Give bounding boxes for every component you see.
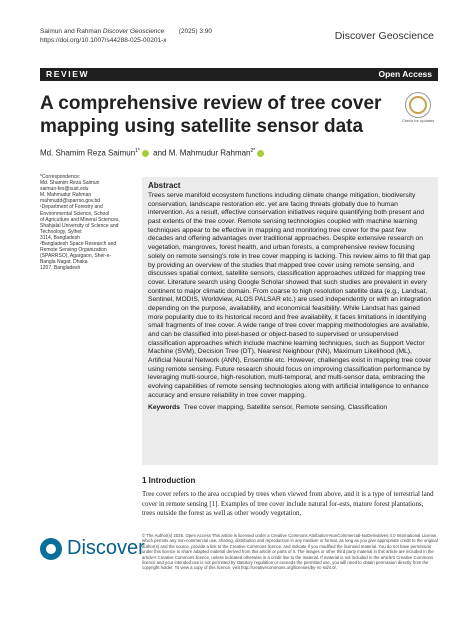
citation-authors: Saimun and Rahman: [40, 28, 103, 35]
section-heading: 1 Introduction: [142, 476, 196, 485]
corr-line: Technology, Sylhet: [40, 228, 82, 235]
corr-line: Shahjalal University of Science and: [40, 222, 119, 229]
corr-line: mahmudd@sparrso.gov.bd: [40, 198, 101, 205]
check-for-updates-icon[interactable]: [405, 92, 431, 118]
orcid-icon[interactable]: [142, 150, 149, 157]
corr-line: Remote Sensing Organization: [40, 247, 107, 254]
orcid-icon[interactable]: [257, 150, 264, 157]
keywords: [148, 404, 432, 413]
journal-brand: Discover Geoscience: [334, 30, 434, 42]
discover-logo-icon: [40, 538, 62, 560]
doi-link[interactable]: https://doi.org/10.1007/s44288-025-00201-x: [40, 36, 167, 44]
abstract-box: [142, 177, 438, 465]
corr-line: Environmental Science, School: [40, 210, 110, 217]
intro-paragraph: Tree cover refers to the area occupied by trees when viewed from above, and it is a type of terrestrial land cover in remote sensing [1]. Examples of tree cover include natural for-ests, mature forest plantations, trees outside the forest as well as other woody vegetation,: [142, 491, 434, 517]
corr-line: (SPARRSO), Agargaon, Sher-e-: [40, 253, 112, 260]
author-1: Md. Shamim Reza Saimun: [40, 148, 136, 158]
author-2: and M. Mahmudur Rahman: [153, 148, 251, 158]
corr-line: M. Mahmudur Rahman: [40, 192, 92, 199]
article-title: A comprehensive review of tree cover mapping using satellite sensor data: [40, 93, 382, 137]
open-access-label: Open Access: [378, 69, 432, 79]
corr-line: ¹Department of Forestry and: [40, 204, 103, 211]
citation-journal: Discover Geoscience: [102, 28, 165, 35]
corr-line: *Correspondence:: [40, 174, 81, 180]
author-2-affiliation: 2*: [250, 148, 256, 154]
corr-line: of Agriculture and Mineral Sciences,: [40, 216, 120, 223]
abstract-heading: Abstract: [148, 181, 181, 190]
discover-logo: [40, 537, 145, 560]
author-list: [40, 148, 266, 158]
article-type-label: REVIEW: [46, 69, 90, 79]
running-header: [40, 28, 212, 45]
keywords-list: Tree cover mapping, Satellite sensor, Remote sensing, Classification: [183, 403, 388, 411]
author-1-affiliation: 1*: [135, 148, 140, 154]
corr-line: 1207, Bangladesh: [40, 265, 81, 272]
corr-line: ²Bangladesh Space Research and: [40, 241, 117, 248]
corr-line: Md. Shamim Reza Saimun: [40, 180, 100, 187]
corr-line: saimun-fes@sust.edu: [40, 186, 89, 193]
correspondence-block: [40, 174, 130, 272]
check-for-updates-label: Check for updates: [401, 118, 435, 123]
corr-line: 3114, Bangladesh: [40, 234, 80, 241]
article-type-bar: [40, 68, 438, 81]
corr-line: Bangla Nagar, Dhaka: [40, 259, 88, 266]
citation-volume: (2025) 3:90: [164, 28, 212, 35]
journal-citation: [40, 28, 212, 37]
discover-logo-text: Discover: [67, 537, 145, 559]
keywords-label: Keywords: [148, 403, 180, 411]
license-text: © The Author(s) 2025. Open Access This article is licensed under a Creative Commons Attribution-NonCommercial-NoDerivatives 4.0 International License, which permits any non-commercial use, sharing, distribution and reproduction in any medium or format, as long as you give appropriate credit to the original author(s) and the source, provide a link to the Creative Commons licence, and indicate if you modified the licensed material. You do not have permission under this licence to share adapted material derived from this article or parts of it. The images or other third party material in this article are included in the article's Creative Commons licence, unless indicated otherwise in a credit line to the material. If material is not included in the article's Creative Commons licence and your intended use is not permitted by statutory regulation or exceeds the permitted use, you will need to obtain permission directly from the copyright holder. To view a copy of this licence, visit http://creativecommons.org/licenses/by-nc-nd/4.0/.: [142, 533, 438, 571]
abstract-text: Trees serve manifold ecosystem functions including climate change mitigation, biodiversity conservation, landscape restoration etc. yet are facing threats globally due to human intervention. As a result, effective conservation initiatives require quantifying both present and past extents of the tree cover. Remote sensing technologies coupled with machine learning techniques appear to be effective in mapping and monitoring tree cover for the past few decades and offering advantages over traditional approaches. Despite extensive research on vegetation, mangroves, forest health, and urban forests, a comprehensive review focusing solely on remote sensing's role in tree cover mapping is lacking. This review aims to fill that gap by providing an overview of the studies that mapped tree cover using remote sensing, and discusses spatial context, satellite sensors, classification approaches utilized for mapping tree cover. Literature search using Google Scholar showed that such studies are prevalent in every continent to major climatic domain. From coarse to high resolution satellite data (e.g., Landsat, Sentinel, MODIS, Worldview, ALOS PALSAR etc.) are used independently or with an integration depending on the purpose, availability, and economical feasibility. While Landsat has gained more popularity due to its historical record and free availability, it faces limitations in identifying small fragments of tree cover. A wide range of tree cover mapping methodologies are available, and can be classified into pixel-based or object-based to supervised or unsupervised classification approaches which include machine learning techniques, such as Support Vector Machine (SVM), Decision Tree (DT), Nearest Neighbour (NN), Maximum Likelihood (ML), Artificial Neural Network (ANN), Ensemble etc. However, challenges exist in mapping tree cover using remote sensing. Future research should focus on improving classification performance by leveraging multi-source, high-resolution, multi-temporal, and multi-sensor data, embracing the evolving capabilities of remote sensing technologies along with artificial intelligence to enhance accuracy and ensure reliability in tree cover mapping.: [148, 192, 432, 399]
